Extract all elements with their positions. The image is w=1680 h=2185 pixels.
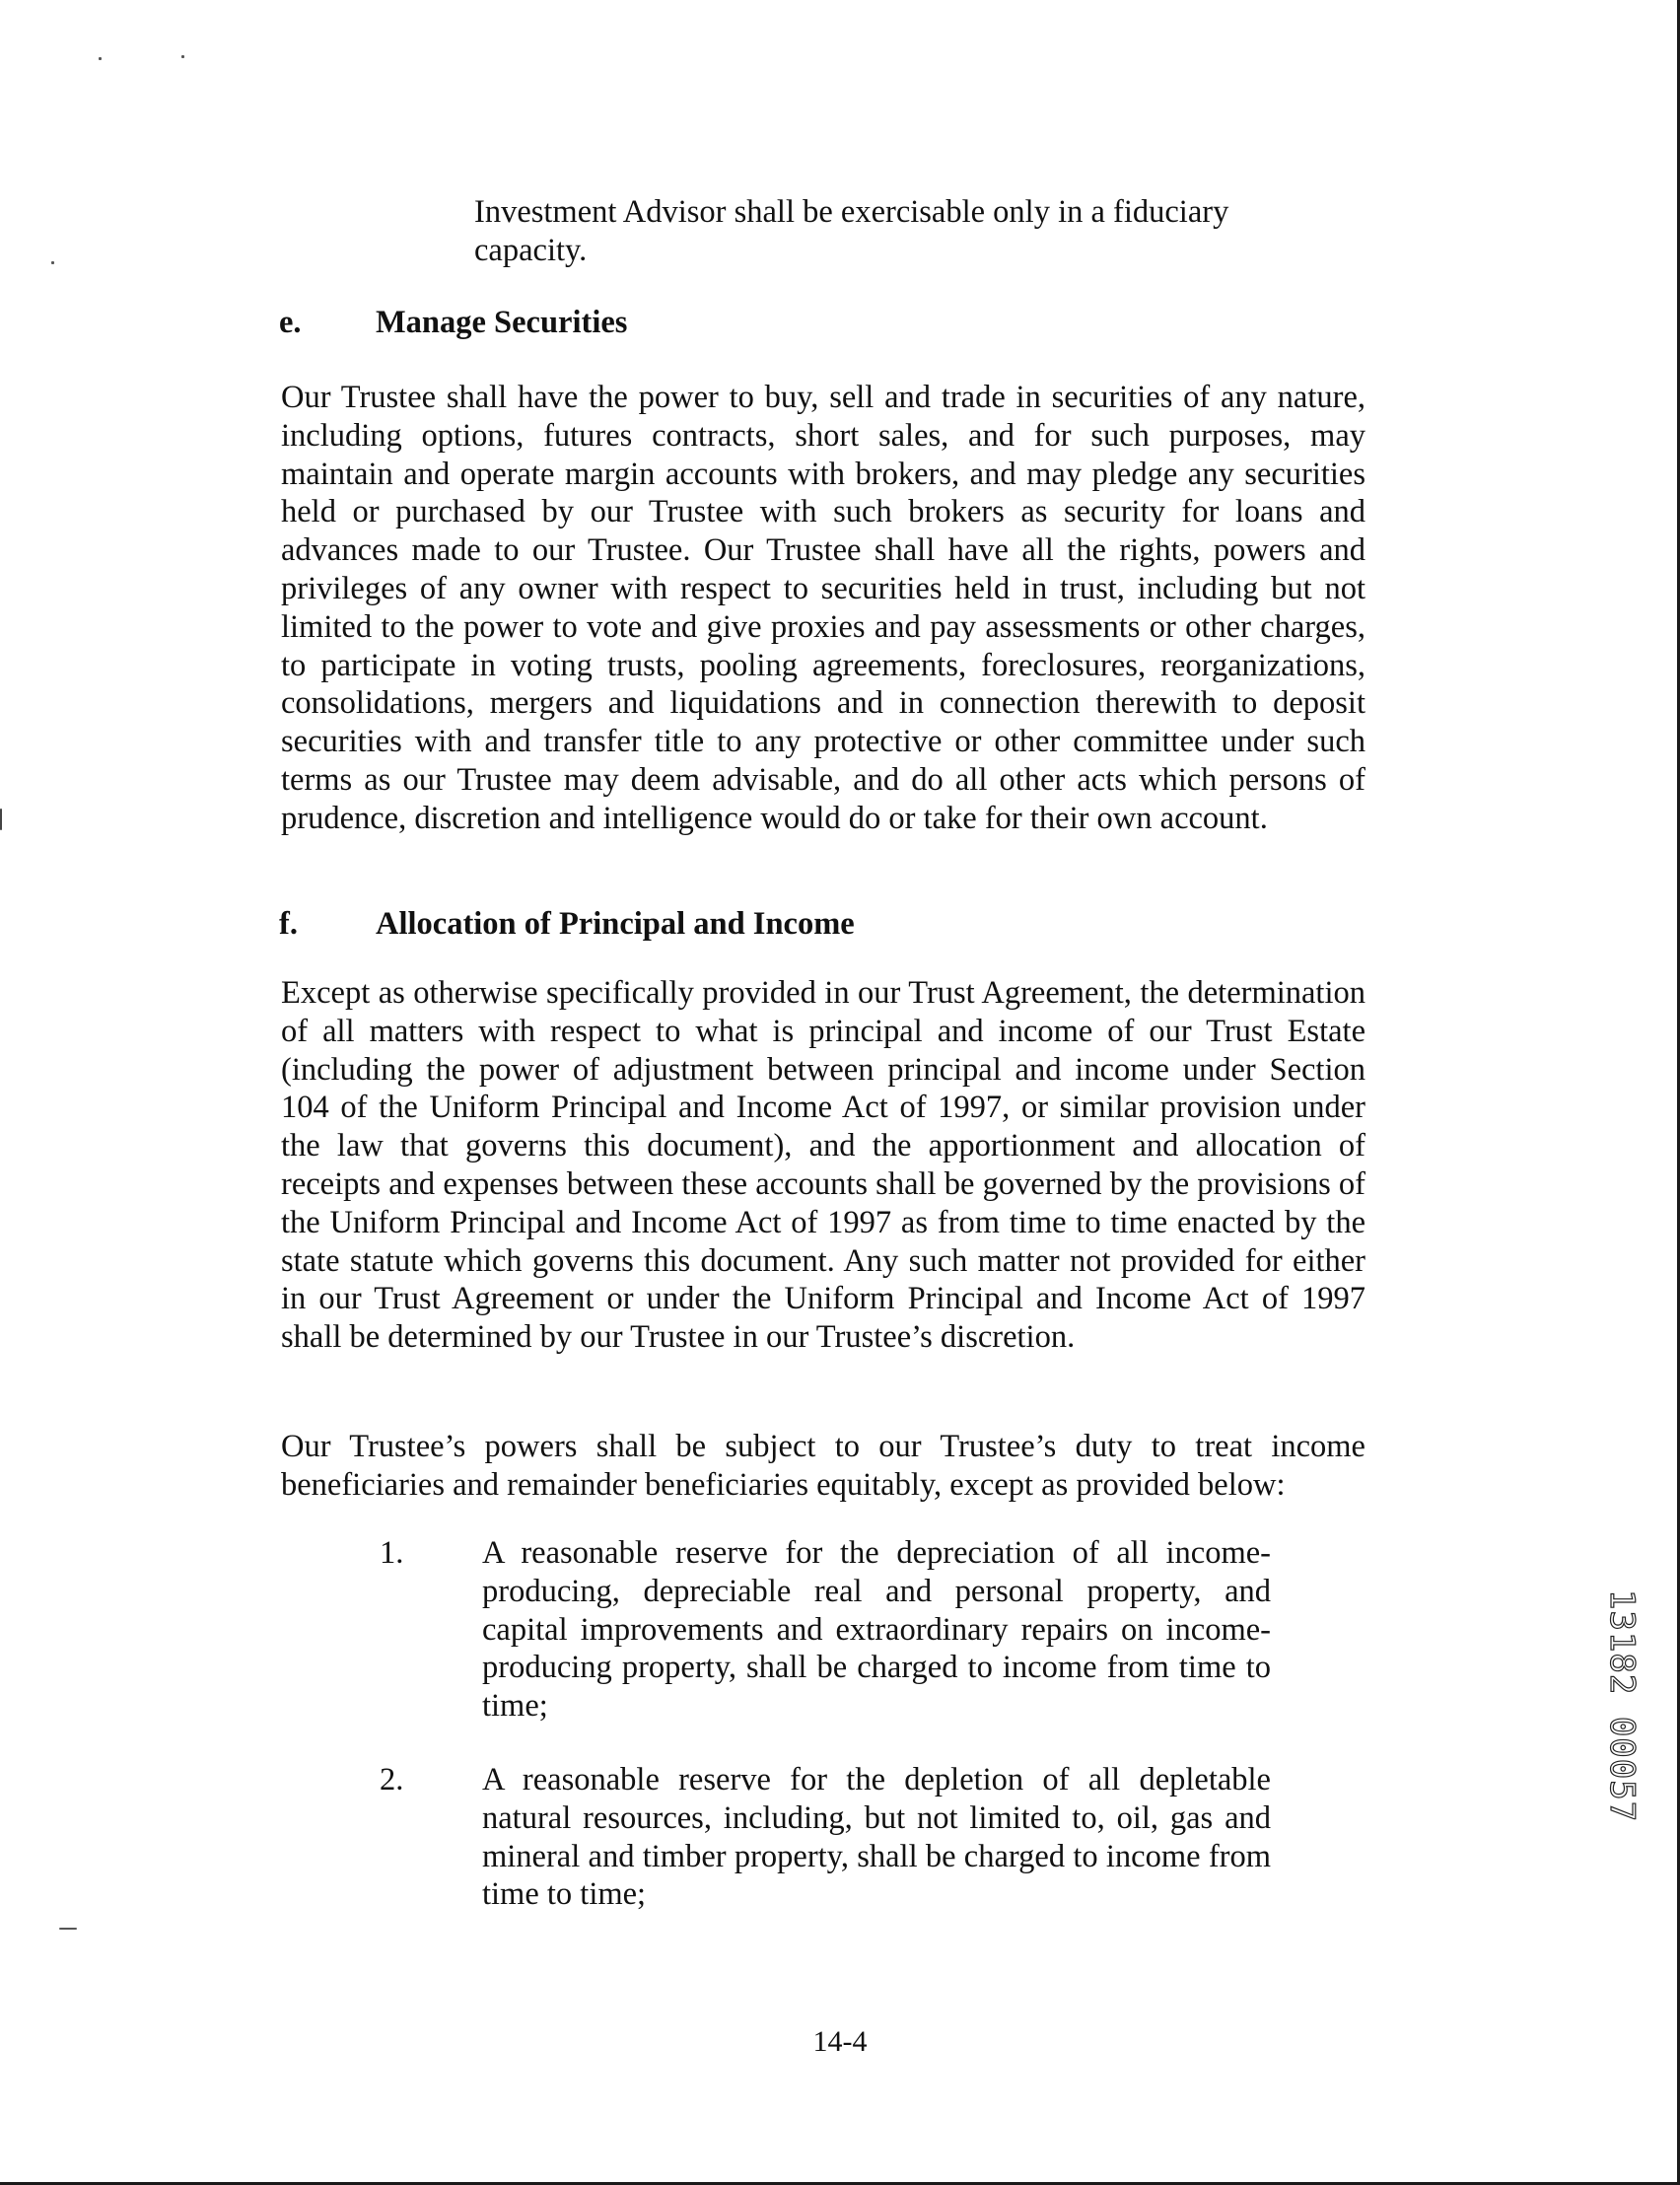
scan-speck (51, 261, 54, 264)
manage-securities-paragraph: Our Trustee shall have the power to buy, sell and trade in securities of any nature, including options, futures contracts, short sales, and for such purposes, may maintain and operate margin accounts with brokers, and may pledge any securities held or purchased by our Trustee with such brokers as security for loans and advances made to our Trustee. Our Trustee shall have all the rights, powers and privileges of any owner with respect to securities held in trust, including but not limited to the power to vote and give proxies and pay assessments or other charges, to participate in voting trusts, pooling agreements, foreclosures, reorganizations, consolidations, mergers and liquidations and in connection therewith to deposit securities with and transfer title to any protective or other committee under such terms as our Trustee may deem advisable, and do all other acts which persons of prudence, discretion and intelligence would do or take for their own account. (281, 380, 1365, 836)
section-letter: f. (279, 906, 298, 942)
scan-speck (59, 1928, 77, 1930)
section-title: Manage Securities (376, 305, 628, 340)
scan-edge-mark (0, 809, 2, 830)
trustee-powers-paragraph: Our Trustee’s powers shall be subject to our Trustee’s duty to treat income beneficiaries and remainder beneficiaries equitably, except as provided below: (281, 1429, 1365, 1503)
section-letter: e. (279, 305, 302, 340)
list-item-number: 1. (380, 1535, 404, 1571)
list-item-text: A reasonable reserve for the depreciation of all income-producing, depreciable real and personal property, and capital improvements and extraordinary repairs on income-producing property, shall be charged to income from time to time; (482, 1535, 1271, 1725)
page-number: 14-4 (812, 2025, 868, 2058)
scan-speck (181, 55, 184, 58)
bates-number: 13182 00057 (1602, 1589, 1642, 1823)
bates-stamp (1602, 1589, 1642, 1856)
list-item-number: 2. (380, 1762, 404, 1797)
intro-paragraph: Investment Advisor shall be exercisable only in a fiduciary capacity. (474, 194, 1229, 268)
section-title: Allocation of Principal and Income (376, 906, 855, 942)
list-item-text: A reasonable reserve for the depletion of all depletable natural resources, including, but not limited to, oil, gas and mineral and timber property, shall be charged to income from time to time; (482, 1762, 1271, 1913)
allocation-paragraph: Except as otherwise specifically provided in our Trust Agreement, the determination of all matters with respect to what is principal and income of our Trust Estate (including the power of adjustment between principal and income under Section 104 of the Uniform Principal and Income Act of 1997, or similar provision under the law that governs this document), and the apportionment and allocation of receipts and expenses between these accounts shall be governed by the provisions of the Uniform Principal and Income Act of 1997 as from time to time enacted by the state statute which governs this document. Any such matter not provided for either in our Trust Agreement or under the Uniform Principal and Income Act of 1997 shall be determined by our Trustee in our Trustee’s discretion. (281, 975, 1365, 1356)
scan-speck (99, 57, 102, 60)
